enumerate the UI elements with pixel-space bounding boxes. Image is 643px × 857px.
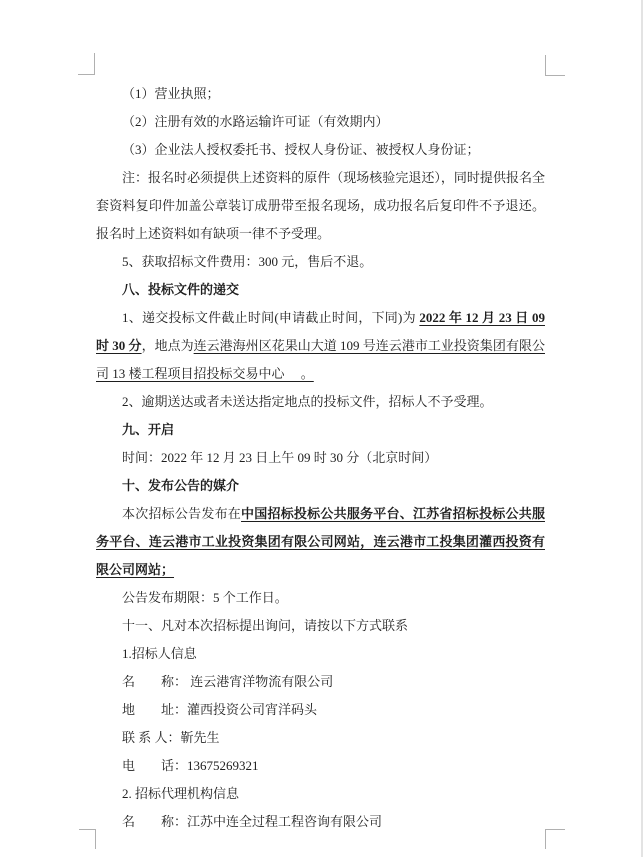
text-run: 时间：2022 年 12 月 23 日上午 09 时 30 分（北京时间） xyxy=(122,450,438,465)
text-run: 注：报名时必须提供上述资料的原件（现场核验完退还），同时提供报名全套资料复印件加盖公章装订成册带至报名现场，成功报名后复印件不予退还。报名时上述资料如有缺项一律不予受理。 xyxy=(96,170,545,241)
section-heading xyxy=(96,276,545,304)
section-heading xyxy=(96,416,545,444)
document-body xyxy=(96,80,545,836)
text-run: 5、获取招标文件费用：300 元，售后不退。 xyxy=(122,254,373,269)
paragraph xyxy=(96,248,545,276)
text-run: （1）营业执照； xyxy=(122,86,220,101)
text-run: 公告发布期限：5 个工作日。 xyxy=(122,590,288,605)
paragraph xyxy=(96,108,545,136)
crop-mark-bottom-left xyxy=(79,829,96,849)
paragraph xyxy=(96,444,545,472)
text-run: 名 称： 连云港宵洋物流有限公司 xyxy=(122,674,334,689)
text-run: 中国招标投标公共服务平台、江苏省招标投标公共服务平台、连云港市工业投资集团有限公司网站，连云港市工投集团灌西投资有限公司网站； xyxy=(96,506,545,577)
text-run: 电 话：13675269321 xyxy=(122,758,259,773)
text-run: 1.招标人信息 xyxy=(122,646,197,661)
paragraph xyxy=(96,612,545,640)
paragraph xyxy=(96,752,545,780)
paragraph xyxy=(96,724,545,752)
text-run: 名 称：江苏中连全过程工程咨询有限公司 xyxy=(122,814,383,829)
paragraph xyxy=(96,808,545,836)
text-run: ，地点为 xyxy=(141,338,194,353)
paragraph xyxy=(96,640,545,668)
text-run: 地 址：灌西投资公司宵洋码头 xyxy=(122,702,318,717)
text-run: （2）注册有效的水路运输许可证（有效期内） xyxy=(122,114,389,129)
paragraph xyxy=(96,696,545,724)
text-run: 2、逾期送达或者未送达指定地点的投标文件，招标人不予受理。 xyxy=(122,394,493,409)
section-heading xyxy=(96,472,545,500)
crop-mark-bottom-right xyxy=(545,829,565,849)
paragraph xyxy=(96,136,545,164)
text-run: 1、递交投标文件截止时间(申请截止时间，下同)为 xyxy=(122,310,420,325)
text-run: 2022 年 12 月 23 日 09 时 30 分 xyxy=(96,310,545,353)
paragraph xyxy=(96,500,545,584)
paragraph xyxy=(96,164,545,248)
paragraph xyxy=(96,668,545,696)
text-run: 本次招标公告发布在 xyxy=(122,506,242,521)
paragraph xyxy=(96,388,545,416)
text-run: 九、开启 xyxy=(122,422,175,437)
crop-mark-top-right xyxy=(545,55,565,76)
text-run: 2. 招标代理机构信息 xyxy=(122,786,240,801)
paragraph xyxy=(96,584,545,612)
text-run: 八、投标文件的递交 xyxy=(122,282,240,297)
text-run: 十一、凡对本次招标提出询问，请按以下方式联系 xyxy=(122,618,409,633)
paragraph xyxy=(96,304,545,388)
paragraph xyxy=(96,80,545,108)
text-run: （3）企业法人授权委托书、授权人身份证、被授权人身份证； xyxy=(122,142,480,157)
text-run: 十、发布公告的媒介 xyxy=(122,478,240,493)
text-run: 连云港海州区花果山大道 109 号连云港市工业投资集团有限公司 13 楼工程项目招投标交易中心 。 xyxy=(96,338,545,381)
text-run: 联 系 人：靳先生 xyxy=(122,730,220,745)
paragraph xyxy=(96,780,545,808)
crop-mark-top-left xyxy=(78,53,95,75)
